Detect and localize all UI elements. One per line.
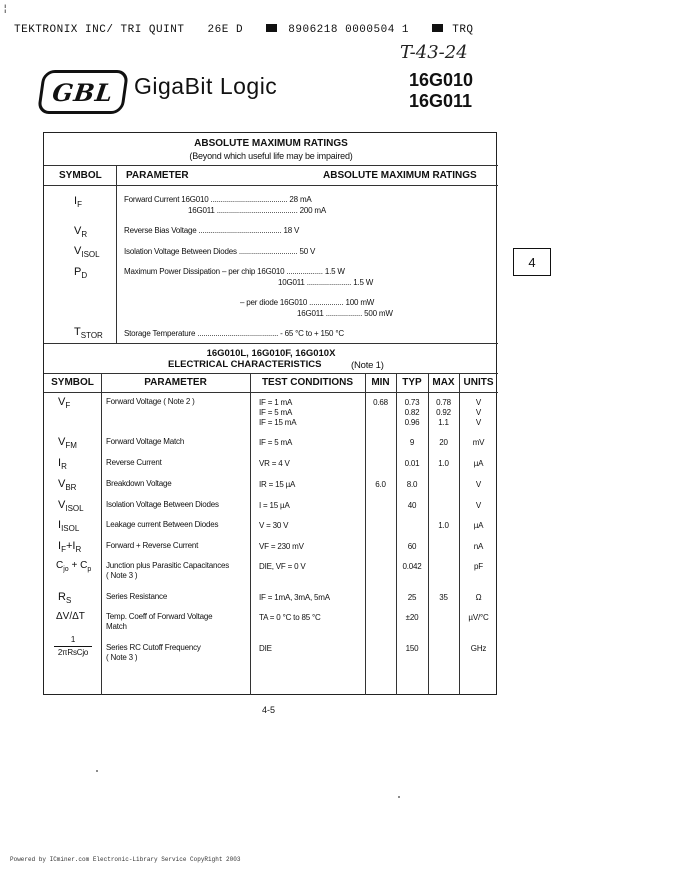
condition: VR = 4 V — [259, 459, 290, 468]
rating-line: 16G011 .................. 500 mW — [297, 309, 393, 318]
condition: IR = 15 µA — [259, 480, 296, 489]
brand-name: GigaBit Logic — [134, 73, 278, 99]
symbol: ΔV/ΔT — [56, 611, 85, 622]
condition: DIE, VF = 0 V — [259, 562, 306, 571]
parameter: Forward + Reverse Current — [106, 541, 199, 550]
doc-number: 8906218 0000504 1 — [288, 24, 409, 36]
typ-value: 40 — [407, 501, 417, 510]
typ-value: 60 — [407, 542, 417, 551]
gbl-logo: GBL — [37, 70, 129, 114]
condition: I = 15 µA — [259, 501, 290, 510]
typ-value: 8.0 — [406, 480, 418, 489]
typ-value: 25 — [407, 593, 417, 602]
symbol: $P_D$ — [74, 266, 88, 281]
elec-subtitle: ELECTRICAL CHARACTERISTICS — [168, 359, 322, 370]
col-symbol: SYMBOL — [59, 170, 102, 181]
symbol: $I_R$ — [58, 457, 67, 472]
rating-line: 10G011 ...................... 1.5 W — [278, 278, 374, 287]
handwritten-reference: T-43-24 — [400, 42, 468, 63]
min-value: 0.68 — [373, 398, 388, 407]
divider — [116, 165, 117, 343]
page-number: 4-5 — [262, 705, 276, 715]
typ-value: 0.82 — [404, 408, 420, 417]
parameter: ( Note 3 ) — [106, 571, 138, 580]
symbol-denominator: 2πRsCjo — [57, 648, 89, 657]
condition: IF = 1mA, 3mA, 5mA — [259, 593, 330, 602]
section-tab: 4 — [513, 248, 551, 276]
fraction-bar — [54, 646, 92, 647]
rating-line: Isolation Voltage Between Diodes ............................. 50 V — [124, 247, 316, 256]
unit: V — [475, 398, 482, 407]
divider — [365, 373, 366, 695]
unit: V — [475, 408, 482, 417]
parameter: Temp. Coeff of Forward Voltage — [106, 612, 213, 621]
black-block-icon — [432, 24, 443, 32]
symbol: $V_{ISOL}$ — [74, 245, 100, 260]
rating-line: 16G011 ........................................ 200 mA — [188, 206, 326, 215]
parameter: Forward Voltage ( Note 2 ) — [106, 397, 195, 406]
col-header: UNITS — [463, 377, 494, 388]
max-value: 1.0 — [438, 521, 449, 530]
parameter: Breakdown Voltage — [106, 479, 172, 488]
part-number: 16G010 — [409, 70, 474, 90]
parameter: Series RC Cutoff Frequency — [106, 643, 201, 652]
parameter: Junction plus Parasitic Capacitances — [106, 561, 230, 570]
col-header: TEST CONDITIONS — [261, 377, 354, 388]
unit: nA — [473, 542, 484, 551]
scan-header-line — [14, 24, 490, 36]
symbol: $V_R$ — [74, 225, 88, 240]
symbol: $I_{ISOL}$ — [58, 519, 80, 534]
unit: V — [475, 418, 482, 427]
divider — [101, 373, 102, 695]
col-header: PARAMETER — [144, 377, 207, 388]
max-value: 0.78 — [436, 398, 451, 407]
max-value: 0.92 — [436, 408, 451, 417]
typ-value: 0.96 — [404, 418, 420, 427]
col-header: MAX — [432, 377, 455, 388]
col-parameter: PARAMETER — [126, 170, 189, 181]
typ-value: 0.73 — [404, 398, 420, 407]
symbol: $V_{BR}$ — [58, 478, 77, 493]
typ-value: 0.01 — [404, 459, 420, 468]
condition: DIE — [259, 644, 272, 653]
max-value: 35 — [439, 593, 448, 602]
condition: IF = 1 mA — [259, 398, 293, 407]
col-header: MIN — [371, 377, 390, 388]
typ-value: 0.042 — [402, 562, 422, 571]
unit: pF — [474, 562, 483, 571]
min-value: 6.0 — [375, 480, 386, 489]
symbol: $C_{jo} + C_p$ — [56, 560, 92, 573]
col-header: SYMBOL — [51, 377, 94, 388]
divider — [250, 373, 251, 695]
unit: µV/°C — [468, 613, 489, 622]
condition: V = 30 V — [259, 521, 289, 530]
abs-max-title: ABSOLUTE MAXIMUM RATINGS — [194, 138, 348, 149]
divider — [44, 343, 498, 344]
condition: VF = 230 mV — [259, 542, 304, 551]
symbol-numerator: 1 — [70, 635, 76, 644]
symbol: $I_F$ — [74, 195, 82, 210]
rating-line: Maximum Power Dissipation – per chip 16G010 .................. 1.5 W — [124, 267, 345, 276]
symbol: $T_{STOR}$ — [74, 326, 103, 341]
divider — [44, 392, 498, 393]
max-value: 1.0 — [438, 459, 449, 468]
divider — [44, 165, 498, 166]
parameter: Series Resistance — [106, 592, 168, 601]
scan-speck — [96, 770, 98, 772]
unit: Ω — [475, 593, 482, 602]
scan-speck — [398, 796, 400, 798]
abs-max-subtitle: (Beyond which useful life may be impaired) — [189, 151, 353, 161]
unit: µA — [473, 521, 484, 530]
elec-note: (Note 1) — [351, 360, 384, 371]
datasheet-table — [43, 132, 497, 695]
condition: IF = 5 mA — [259, 408, 293, 417]
unit: µA — [473, 459, 484, 468]
symbol: $V_{FM}$ — [58, 436, 77, 451]
trq-label: TRQ — [452, 24, 474, 36]
part-number: 16G011 — [409, 91, 473, 111]
typ-value: 150 — [405, 644, 419, 653]
footer-copyright: Powered by ICminer.com Electronic-Library Service CopyRight 2003 — [10, 856, 241, 863]
unit: V — [475, 501, 482, 510]
parameter: Isolation Voltage Between Diodes — [106, 500, 219, 509]
divider — [44, 185, 498, 186]
code: 26E D — [207, 24, 244, 36]
rating-line: Forward Current 16G010 ...................................... 28 mA — [124, 195, 312, 204]
unit: GHz — [470, 644, 487, 653]
max-value: 20 — [439, 438, 448, 447]
condition: IF = 5 mA — [259, 438, 293, 447]
rating-line: Storage Temperature ........................................ - 65 °C to + 150 °C — [124, 329, 344, 338]
rating-line: Reverse Bias Voltage ......................................... 18 V — [124, 226, 300, 235]
typ-value: ±20 — [405, 613, 419, 622]
max-value: 1.1 — [438, 418, 449, 427]
parameter: ( Note 3 ) — [106, 653, 138, 662]
col-rating: ABSOLUTE MAXIMUM RATINGS — [323, 170, 477, 181]
symbol: $V_F$ — [58, 396, 71, 411]
typ-value: 9 — [409, 438, 415, 447]
parameter: Forward Voltage Match — [106, 437, 185, 446]
elec-title: 16G010L, 16G010F, 16G010X — [206, 348, 336, 359]
unit: V — [475, 480, 482, 489]
company-name: TEKTRONIX INC/ TRI QUINT — [14, 24, 185, 36]
rating-line: – per diode 16G010 ................. 100 mW — [240, 298, 375, 307]
condition: TA = 0 °C to 85 °C — [259, 613, 321, 622]
col-header: TYP — [402, 377, 422, 388]
symbol: $R_S$ — [58, 591, 72, 606]
symbol: $I_F+I_R$ — [58, 540, 82, 555]
black-block-icon — [266, 24, 277, 32]
symbol: $V_{ISOL}$ — [58, 499, 84, 514]
scan-mark: ¦ — [4, 3, 7, 13]
condition: IF = 15 mA — [259, 418, 297, 427]
parameter: Leakage current Between Diodes — [106, 520, 219, 529]
parameter: Reverse Current — [106, 458, 162, 467]
unit: mV — [472, 438, 485, 447]
divider — [44, 373, 498, 374]
parameter: Match — [106, 622, 127, 631]
